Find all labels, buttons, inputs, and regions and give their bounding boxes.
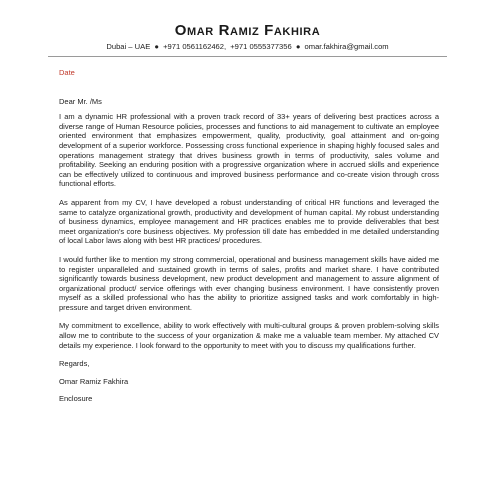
phone-secondary: +971 0555377356 xyxy=(230,42,292,51)
enclosure-note: Enclosure xyxy=(59,394,93,404)
salutation: Dear Mr. /Ms xyxy=(59,96,102,106)
paragraph-business-skills: I would further like to mention my strong commercial, operational and business management skills have aided me to register unparalleled and sustained growth in terms of sales, profits and market share. I have contributed significantly towards business development, new product development and management to assure alignment of organizational product/ service offerings with ever changing business environment. I have consistently proven myself as a skilled professional who has the ability to prioritize assigned tasks and work comfortably in high-pressure and target driven environment. xyxy=(59,254,439,312)
phone-primary: +971 0561162462, xyxy=(163,42,227,51)
location-text: Dubai – UAE xyxy=(106,42,151,51)
paragraph-hr-experience: As apparent from my CV, I have developed a robust understanding of critical HR functions and leveraged the same to catalyze organizational growth, productivity and development of human capital. My robust understanding of business dynamics, employee management and HR practices enables me to provide deliverables that best meet organization's core business objectives. My profession till date has embedded in me detailed understanding of local Labor laws along with best HR practices/ procedures. xyxy=(59,197,439,246)
bullet-icon: ● xyxy=(154,42,159,51)
signature-name: Omar Ramiz Fakhira xyxy=(59,376,129,386)
letter-body xyxy=(59,68,439,412)
bullet-icon: ● xyxy=(295,42,301,51)
paragraph-intro: I am a dynamic HR professional with a proven track record of 33+ years of delivering best practices across a diverse range of Human Resource policies, processes and functions to aid management to cultivate an employee oriented environment that emphasizes empowerment, quality, productivity, goal attainment and on-going development of a superior workforce. Possessing cross functional experience in shaping highly focused sales and operations management strategy that drives business growth in terms of productivity, sales volume and profitability. Seeking an enduring position with a progressive organization where in accrued skills and experience can be effectively utilized to continuous and improved business performance and co-create vision through cross functional efforts. xyxy=(59,112,439,189)
contact-line xyxy=(0,42,495,51)
date-field: Date xyxy=(59,68,75,77)
paragraph-commitment: My commitment to excellence, ability to work effectively with multi-cultural groups & proven problem-solving skills allow me to contribute to the success of your organization & make me a valuable team member. My attached CV details my experience. I look forward to the opportunity to meet with you to discuss my qualifications further. xyxy=(59,321,439,350)
header-divider xyxy=(48,56,447,57)
closing: Regards, xyxy=(59,359,90,369)
applicant-name: Omar Ramiz Fakhira xyxy=(174,22,321,39)
email-text: omar.fakhira@gmail.com xyxy=(304,42,389,51)
